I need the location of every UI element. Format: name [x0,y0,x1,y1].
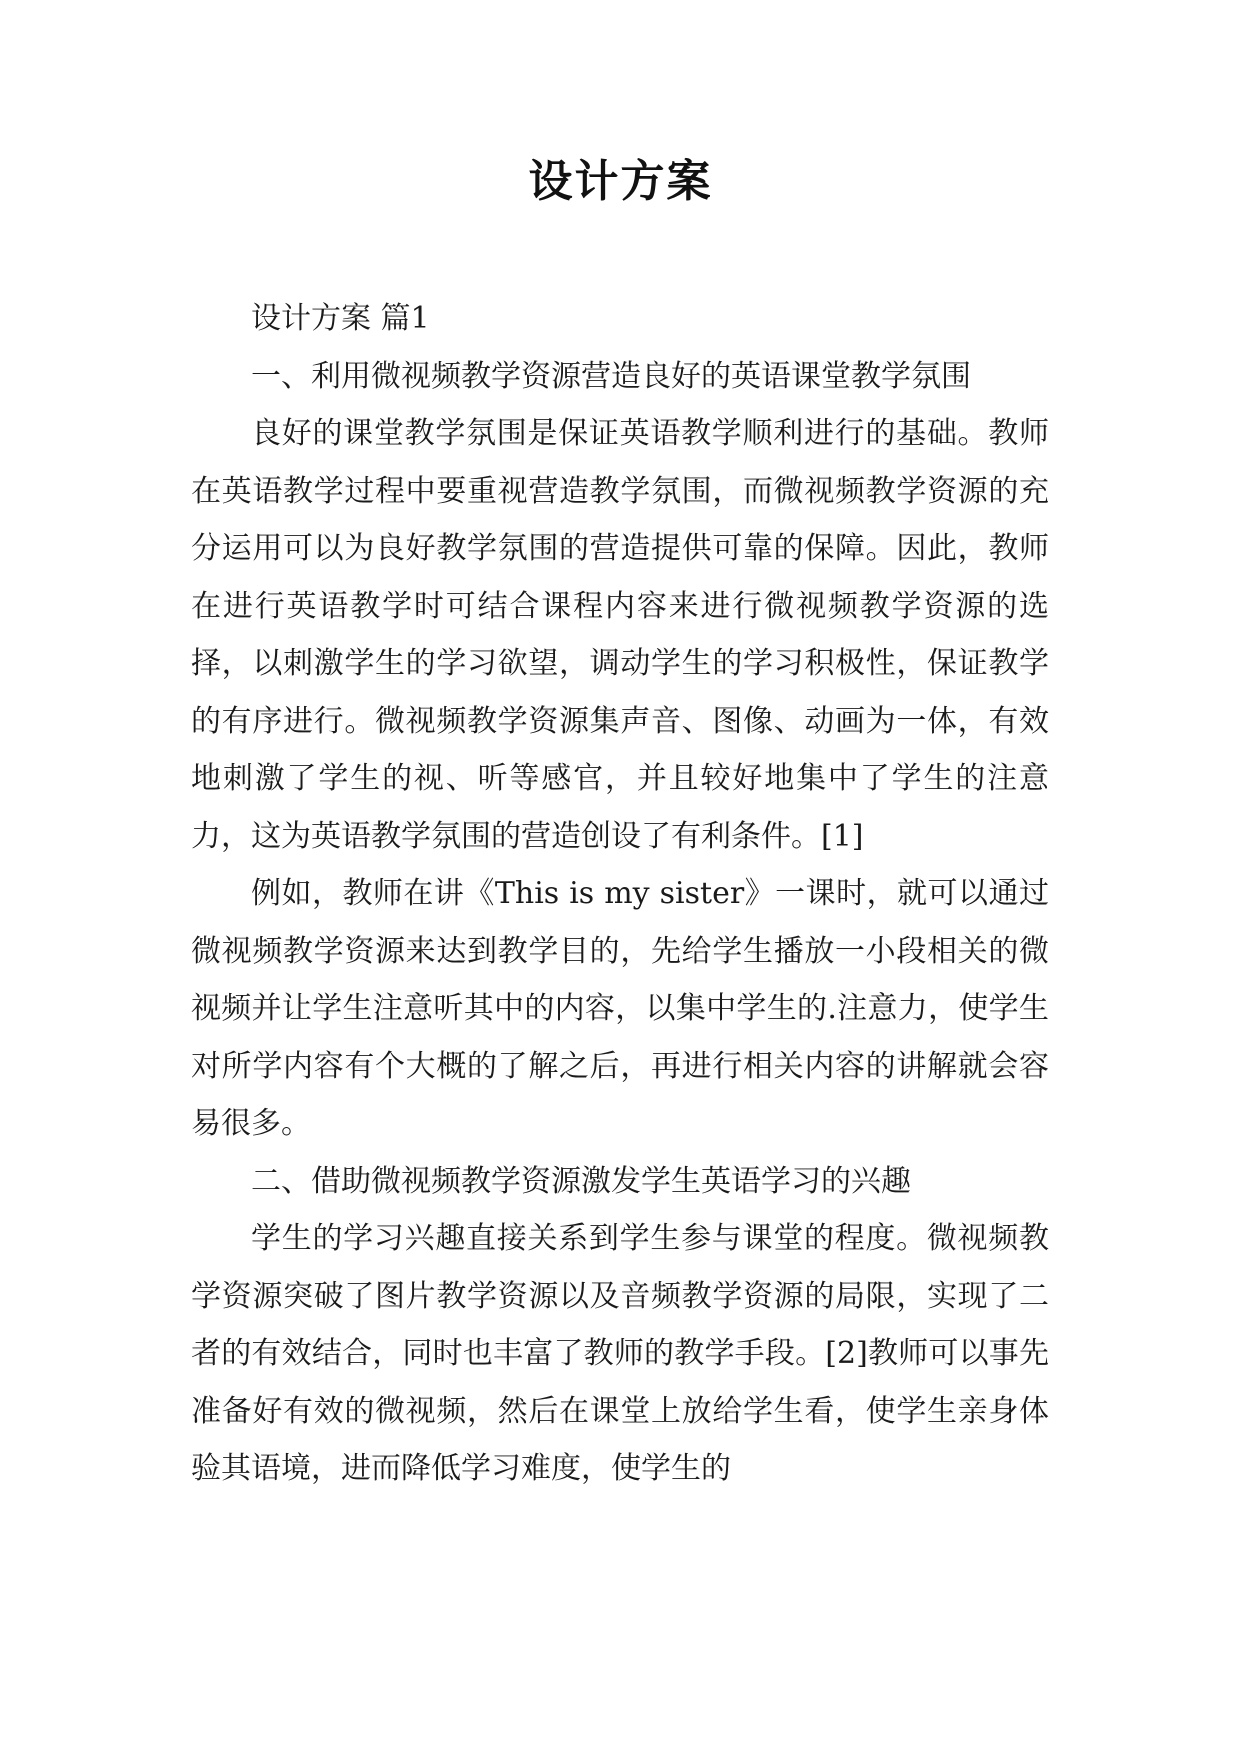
document-title: 设计方案 [528,156,713,207]
paragraph-2: 例如，教师在讲《This is my sister》一课时，就可以通过微视频教学资源来达到教学目的，先给学生播放一小段相关的微视频并让学生注意听其中的内容，以集中学生的.注意力，使学生对所学内容有个大概的了解之后，再进行相关内容的讲解就会容易很多。 [191,876,1049,1141]
document-body [191,290,1049,1498]
section-heading-1: 一、利用微视频教学资源营造良好的英语课堂教学氛围 [251,358,971,394]
section-heading-2: 二、借助微视频教学资源激发学生英语学习的兴趣 [251,1163,911,1199]
paragraph-1: 良好的课堂教学氛围是保证英语教学顺利进行的基础。教师在英语教学过程中要重视营造教学氛围，而微视频教学资源的充分运用可以为良好教学氛围的营造提供可靠的保障。因此，教师在进行英语教学时可结合课程内容来进行微视频教学资源的选择，以刺激学生的学习欲望，调动学生的学习积极性，保证教学的有序进行。微视频教学资源集声音、图像、动画为一体，有效地刺激了学生的视、听等感官，并且较好地集中了学生的注意力，这为英语教学氛围的营造创设了有利条件。[1] [191,416,1049,854]
section-label: 设计方案 篇1 [251,301,430,336]
paragraph-3: 学生的学习兴趣直接关系到学生参与课堂的程度。微视频教学资源突破了图片教学资源以及音频教学资源的局限，实现了二者的有效结合，同时也丰富了教师的教学手段。[2]教师可以事先准备好有效的微视频，然后在课堂上放给学生看，使学生亲身体验其语境，进而降低学习难度，使学生的 [191,1221,1049,1486]
